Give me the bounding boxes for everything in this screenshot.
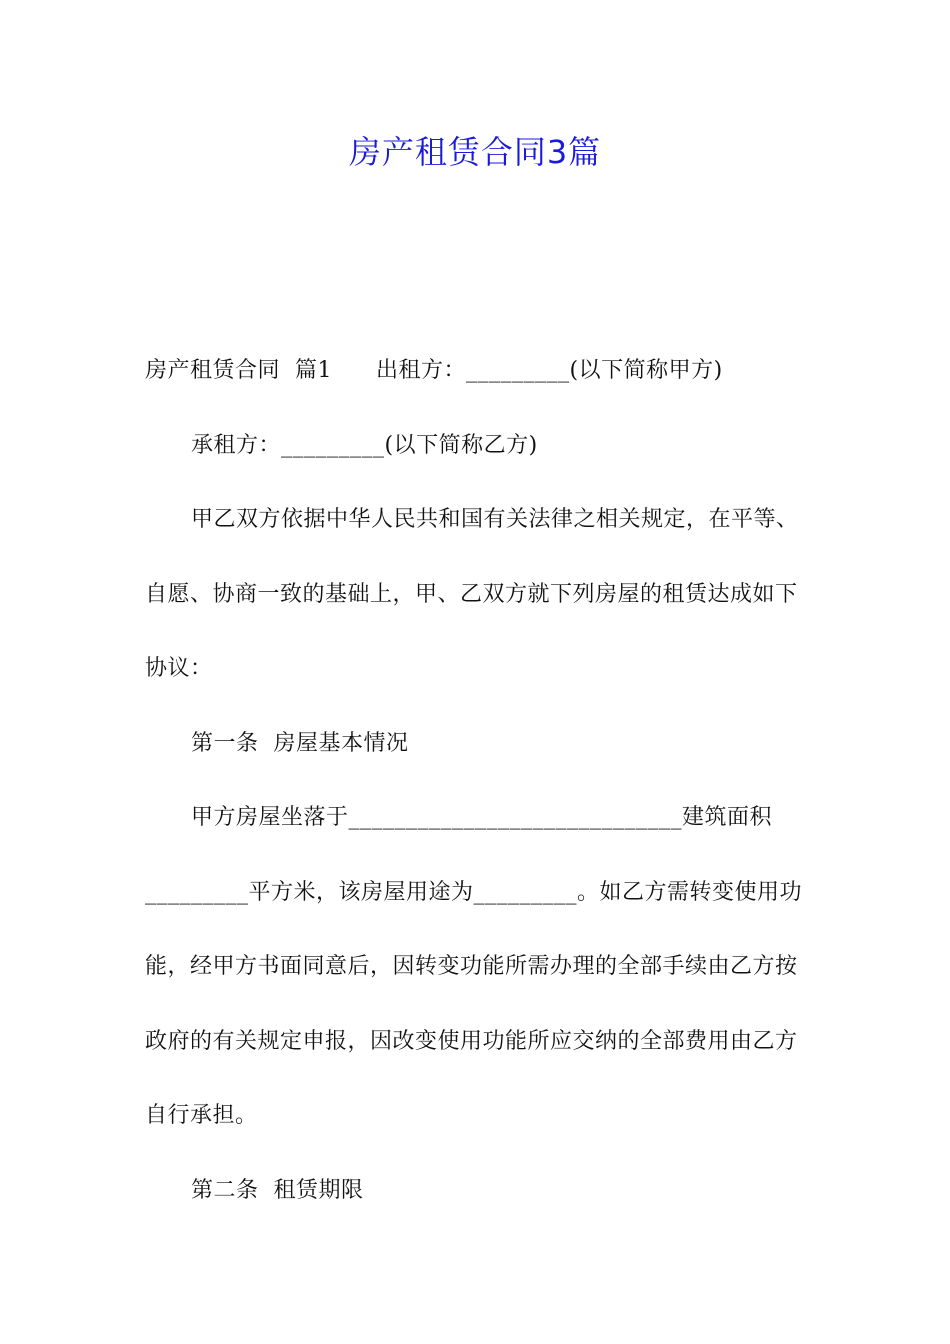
document-title: 房产租赁合同3篇 [348,133,602,171]
article-2-heading: 第二条 租赁期限 [191,1177,364,1203]
preamble-paragraph: 甲乙双方依据中华人民共和国有关法律之相关规定，在平等、自愿、协商一致的基础上，甲、乙双方就下列房屋的租赁达成如下协议： [145,507,799,681]
document-body [145,334,810,1228]
lessee-line: 承租方：_________(以下简称乙方) [191,432,538,458]
article-1-paragraph: 甲方房屋坐落于_____________________________建筑面积_________平方米，该房屋用途为_________。如乙方需转变使用功能，经甲方书面同意后，因转变功能所需办理的全部手续由乙方按政府的有关规定申报，因改变使用功能所应交纳的全部费用由乙方自行承担。 [145,805,803,1128]
paragraph-heading-lessor [145,334,810,409]
article-1-heading: 第一条 房屋基本情况 [191,730,409,756]
lessor-line: 出租方：_________(以下简称甲方) [375,358,723,383]
contract-section-label: 房产租赁合同 篇1 [145,358,332,383]
